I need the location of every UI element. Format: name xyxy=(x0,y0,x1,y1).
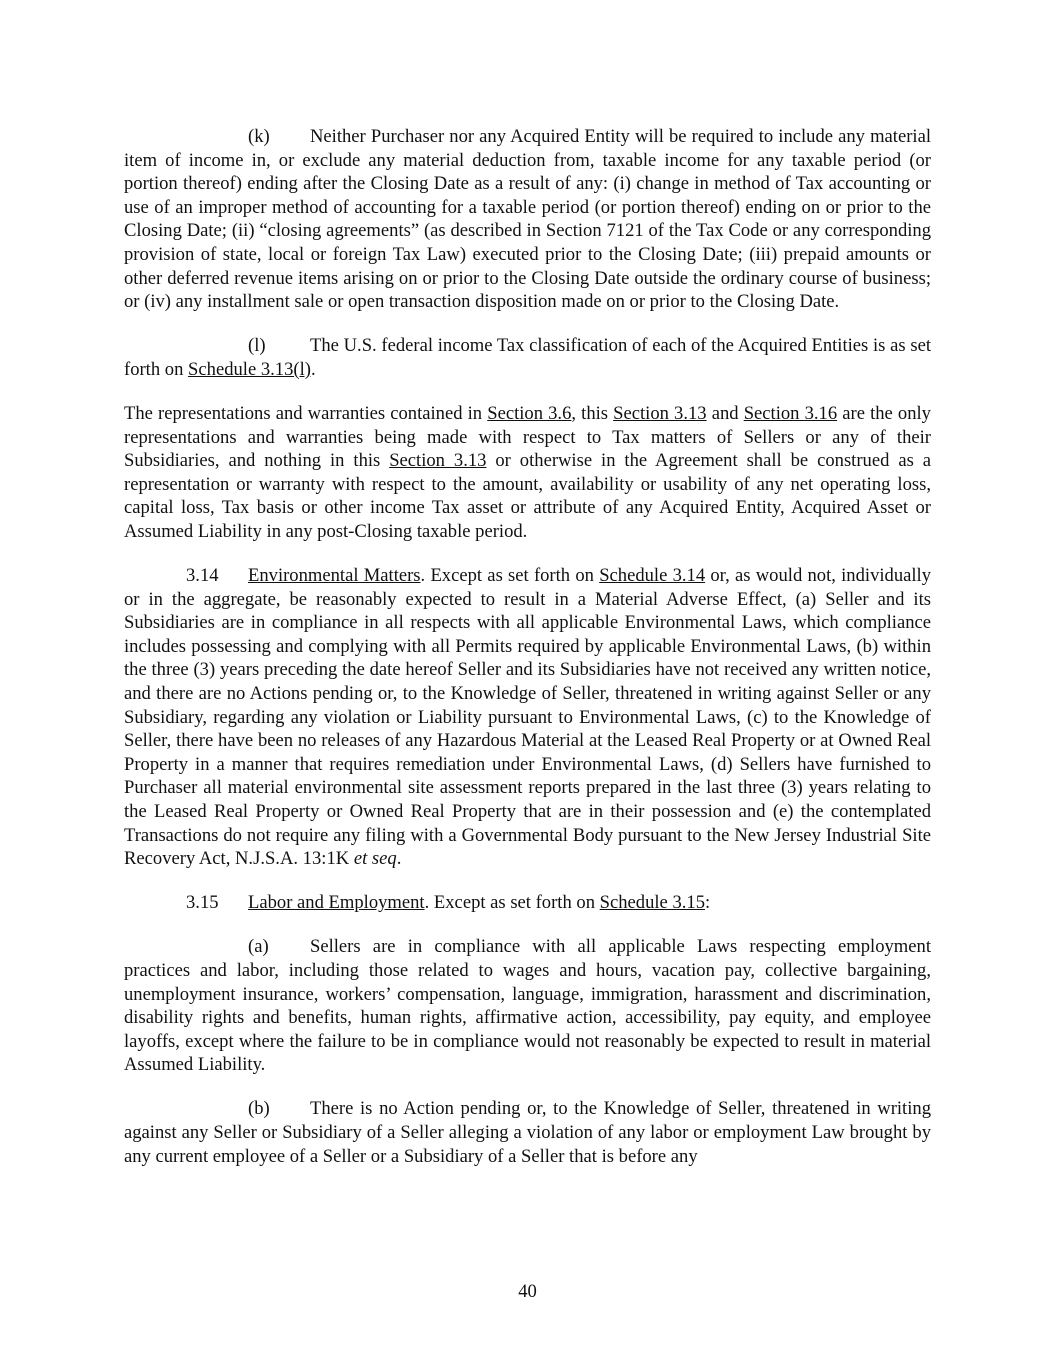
section-3-13-link-2[interactable]: Section 3.13 xyxy=(389,450,487,472)
schedule-3-14-link[interactable]: Schedule 3.14 xyxy=(599,565,706,586)
section-number-3-15: 3.15 xyxy=(186,892,219,914)
section-heading-environmental-matters: Environmental Matters xyxy=(248,565,421,586)
s314-text-2: or, as would not, individually or in the aggregate, be reasonably expected to result in a Material Adverse Effect, (a) Seller and its Subsidiaries are in compliance in all respects with all applicable Environmental Laws, which compliance includes possessing and complying with all Permits required by applicable Environmental Laws, (b) within the three (3) years preceding the date hereof Seller and its Subsidiaries have not received any written notice, and there are no Actions pending or, to the Knowledge of Seller, threatened in writing against Seller or any Subsidiary, regarding any violation or Liability pursuant to Environmental Laws, (c) to the Knowledge of Seller, there have been no releases of any Hazardous Material at the Leased Real Property or at Owned Real Property in a manner that requires remediation under Environmental Laws, (d) Sellers have furnished to Purchaser all material environmental site assessment reports prepared in the last three (3) years relating to the Leased Real Property or Owned Real Property that are in their possession and (e) the contemplated Transactions do not require any filing with a Governmental Body pursuant to the New Jersey Industrial Site Recovery Act, N.J.S.A. 13:1K xyxy=(124,565,932,870)
page-number: 40 xyxy=(518,1281,537,1302)
reps-text-2: , this xyxy=(571,402,614,424)
clause-text-a: Sellers are in compliance with all applicable Laws respecting employment practices and labor, including those related to wages and hours, vacation pay, collective bargaining, unemployment insurance, workers’ compensation, language, immigration, harassment and discrimination, disability rights and benefits, human rights, affirmative action, accessibility, pay equity, and employee layoffs, except where the failure to be in compliance would not reasonably be expected to result in material Assumed Liability. xyxy=(124,936,931,1076)
section-number-3-14: 3.14 xyxy=(186,565,219,586)
clause-text-b: There is no Action pending or, to the Knowledge of Seller, threatened in writing against any Seller or Subsidiary of a Seller alleging a violation of any labor or employment Law brought by any current employee of a Seller or a Subsidiary of a Seller that is before any xyxy=(124,1098,931,1167)
clause-label-b: (b) xyxy=(248,1098,270,1120)
schedule-3-13-l-link[interactable]: Schedule 3.13(l) xyxy=(188,358,311,380)
reps-text-1: The representations and warranties contained in xyxy=(124,402,488,424)
paragraph-a xyxy=(124,935,931,1077)
s314-text-1: . Except as set forth on xyxy=(420,565,600,586)
section-3-16-link[interactable]: Section 3.16 xyxy=(743,402,838,424)
clause-text-l: The U.S. federal income Tax classification of each of the Acquired Entities is as set forth on xyxy=(124,335,931,380)
reps-text-4: are the only representations and warranties being made with respect to Tax matters of Sellers or any of their Subsidiaries, and nothing in this xyxy=(124,402,931,472)
section-heading-labor-and-employment: Labor and Employment xyxy=(248,892,425,914)
s315-text-2: : xyxy=(705,892,711,914)
s314-text-3: . xyxy=(396,848,402,870)
clause-label-a: (a) xyxy=(248,936,269,958)
clause-label-k: (k) xyxy=(248,126,270,147)
paragraph-l xyxy=(124,334,931,381)
reps-text-3: and xyxy=(706,402,744,424)
section-3-15 xyxy=(124,891,931,915)
clause-label-l: (l) xyxy=(248,335,266,357)
section-3-13-link[interactable]: Section 3.13 xyxy=(613,402,707,424)
clause-text-k: Neither Purchaser nor any Acquired Entity will be required to include any material item of income in, or exclude any material deduction from, taxable income for any taxable period (or portion thereof) ending after the Closing Date as a result of any: (i) change in method of Tax accounting or use of an improper method of accounting for a taxable period (or portion thereof) ending on or prior to the Closing Date; (ii) “closing agreements” (as described in Section 7121 of the Tax Code or any corresponding provision of state, local or foreign Tax Law) executed prior to the Closing Date; (iii) prepaid amounts or other deferred revenue items arising on or prior to the Closing Date outside the ordinary course of business; or (iv) any installment sale or open transaction disposition made on or prior to the Closing Date. xyxy=(124,126,931,313)
reps-text-5: or otherwise in the Agreement shall be construed as a representation or warranty with respect to the amount, availability or usability of any net operating loss, capital loss, Tax basis or other income Tax asset or attribute of any Acquired Entity, Acquired Asset or Assumed Liability in any post-Closing taxable period. xyxy=(124,450,931,542)
section-3-14 xyxy=(124,564,931,871)
clause-text-l-end: . xyxy=(310,358,316,380)
s315-text-1: . Except as set forth on xyxy=(424,892,600,914)
paragraph-b xyxy=(124,1097,931,1168)
paragraph-representations xyxy=(124,402,931,544)
paragraph-k xyxy=(124,125,931,314)
document-page xyxy=(124,125,931,1189)
schedule-3-15-link[interactable]: Schedule 3.15 xyxy=(599,892,705,914)
section-3-6-link[interactable]: Section 3.6 xyxy=(487,402,572,424)
s314-et-seq: et seq xyxy=(353,848,397,870)
